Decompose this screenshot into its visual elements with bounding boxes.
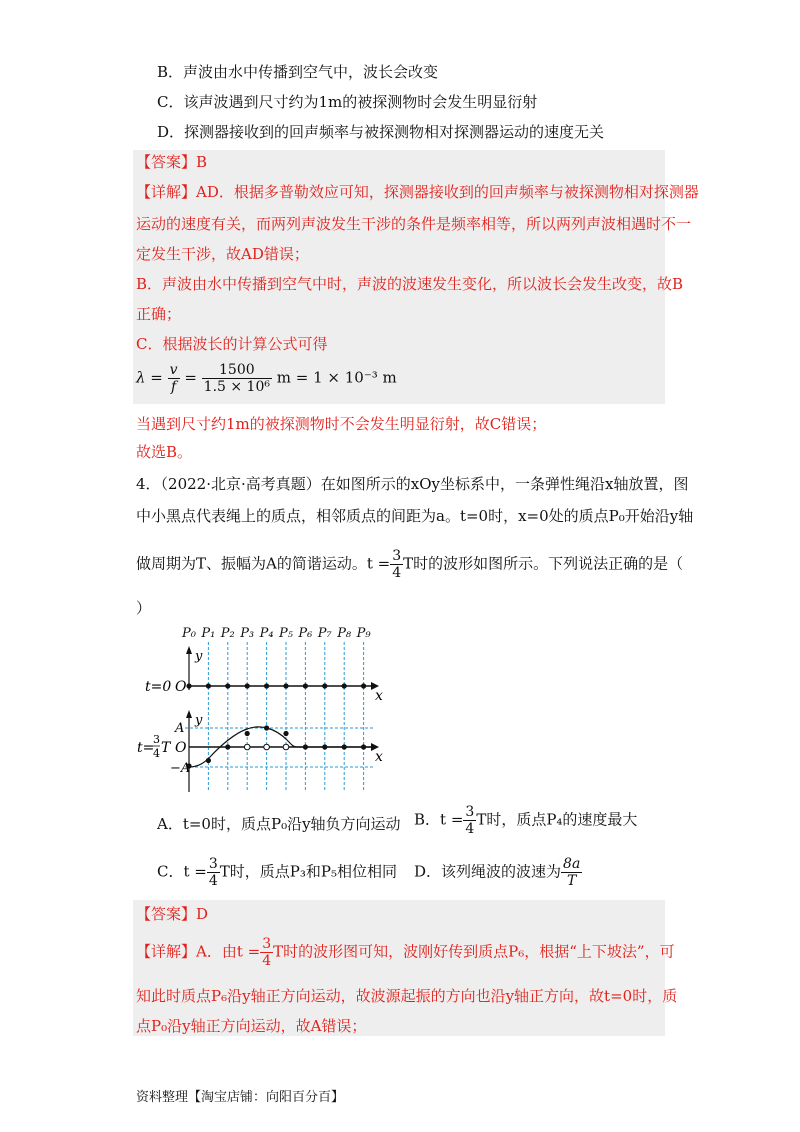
eq-pos-5: [283, 744, 289, 750]
point-label-4: P₄: [259, 626, 274, 641]
dot-top-6: [303, 683, 308, 688]
point-label-7: P₇: [317, 626, 332, 641]
dot-bottom-7: [322, 744, 327, 749]
eq-pos-3: [244, 744, 250, 750]
q4-line-4: ）: [136, 599, 152, 617]
dot-bottom-9: [361, 744, 366, 749]
origin-label-top: O: [175, 679, 187, 695]
answer-label-q4: 【答案】D: [136, 905, 209, 923]
q4-line-1: 4．（2022·北京·高考真题）在如图所示的xOy坐标系中，一条弹性绳沿x轴放置，图: [136, 475, 689, 493]
origin-label-bottom: O: [175, 740, 187, 756]
option-4b: B．t = $\frac{3}{4}$ T时，质点P₄的速度最大: [414, 804, 638, 837]
t34-prefix: t=: [137, 740, 155, 756]
t34-T: T: [161, 740, 171, 756]
detail-q3-8: 故选B。: [136, 443, 193, 461]
option-4a: A．t=0时，质点P₀沿y轴负方向运动: [157, 815, 401, 833]
dot-top-0: [186, 683, 191, 688]
x-label-bottom: x: [375, 749, 383, 765]
detail-q3-6: C．根据波长的计算公式可得: [136, 335, 328, 353]
option-4d: D．该列绳波的波速为 $\frac{8a}{T}$: [414, 856, 581, 889]
wavelength-formula: λ = $\frac{v}{f}$ = $\frac{1500}{\text{1.5 × 10⁶}}$ m = 1 × 10⁻³ m: [136, 362, 397, 395]
detail-q3-7: 当遇到尺寸约1m的被探测物时不会发生明显衍射，故C错误；: [136, 415, 547, 433]
y-label-bottom: y: [195, 713, 203, 728]
dot-bottom-4: [264, 725, 269, 730]
dot-bottom-6: [303, 744, 308, 749]
dot-top-1: [206, 683, 211, 688]
detail-q3-3: 定发生干涉，故AD错误；: [136, 245, 309, 263]
dot-bottom-2: [225, 744, 230, 749]
point-label-3: P₃: [240, 626, 255, 641]
x-label-top: x: [375, 688, 383, 704]
detail-q3-1: 【详解】AD．根据多普勒效应可知，探测器接收到的回声频率与被探测物相对探测器: [136, 183, 699, 201]
point-label-5: P₅: [279, 626, 293, 641]
dot-top-7: [322, 683, 327, 688]
t34-den: 4: [153, 747, 160, 760]
dot-bottom-1: [206, 758, 211, 763]
dot-bottom-3: [245, 731, 250, 736]
dot-bottom-8: [342, 744, 347, 749]
amp-label: A: [175, 721, 185, 736]
point-label-8: P₈: [337, 626, 352, 641]
detail-q4-1: 【详解】A．由t = $\frac{3}{4}$ T时的波形图可知，波刚好传到质点P₆，根据“上下坡法”，可: [136, 936, 675, 969]
point-label-9: P₉: [356, 626, 371, 641]
dot-top-2: [225, 683, 230, 688]
q4-line-3: 做周期为T、振幅为A的简谐运动。t = $\frac{3}{4}$ T时的波形如图所示。下列说法正确的是（: [136, 548, 684, 581]
dot-top-9: [361, 683, 366, 688]
detail-q3-4: B．声波由水中传播到空气中时，声波的波速发生变化，所以波长会发生改变，故B: [136, 275, 684, 293]
option-3b: B．声波由水中传播到空气中，波长会改变: [157, 63, 439, 81]
dot-top-3: [245, 683, 250, 688]
dot-top-4: [264, 683, 269, 688]
detail-q3-2: 运动的速度有关，而两列声波发生干涉的条件是频率相等，所以两列声波相遇时不一: [136, 215, 692, 233]
detail-q4-2: 知此时质点P₆沿y轴正方向运动，故波源起振的方向也沿y轴正方向，故t=0时，质: [136, 987, 678, 1005]
q4-line-2: 中小黑点代表绳上的质点，相邻质点的间距为a。t=0时，x=0处的质点P₀开始沿y轴: [136, 507, 694, 525]
point-label-0: P₀: [182, 626, 196, 641]
dot-bottom-5: [283, 731, 288, 736]
neg-amp-label: −A: [170, 761, 191, 776]
t0-label: t=0: [145, 679, 172, 695]
wave-figure: [135, 620, 400, 800]
answer-label-q3: 【答案】B: [136, 153, 208, 171]
option-4c: C．t = $\frac{3}{4}$ T时，质点P₃和P₅相位相同: [157, 856, 397, 889]
t34-num: 3: [153, 733, 160, 746]
point-label-6: P₆: [298, 626, 313, 641]
detail-q4-3: 点P₀沿y轴正方向运动，故A错误；: [136, 1017, 367, 1035]
footer: 资料整理【淘宝店铺：向阳百分百】: [136, 1090, 345, 1105]
dot-top-8: [342, 683, 347, 688]
point-label-2: P₂: [220, 626, 235, 641]
option-3c: C．该声波遇到尺寸约为1m的被探测物时会发生明显衍射: [157, 93, 538, 111]
dot-top-5: [283, 683, 288, 688]
detail-q3-5: 正确；: [136, 305, 182, 323]
eq-pos-4: [264, 744, 270, 750]
option-3d: D．探测器接收到的回声频率与被探测物相对探测器运动的速度无关: [157, 123, 605, 141]
y-label-top: y: [195, 649, 203, 664]
point-label-1: P₁: [201, 626, 216, 641]
